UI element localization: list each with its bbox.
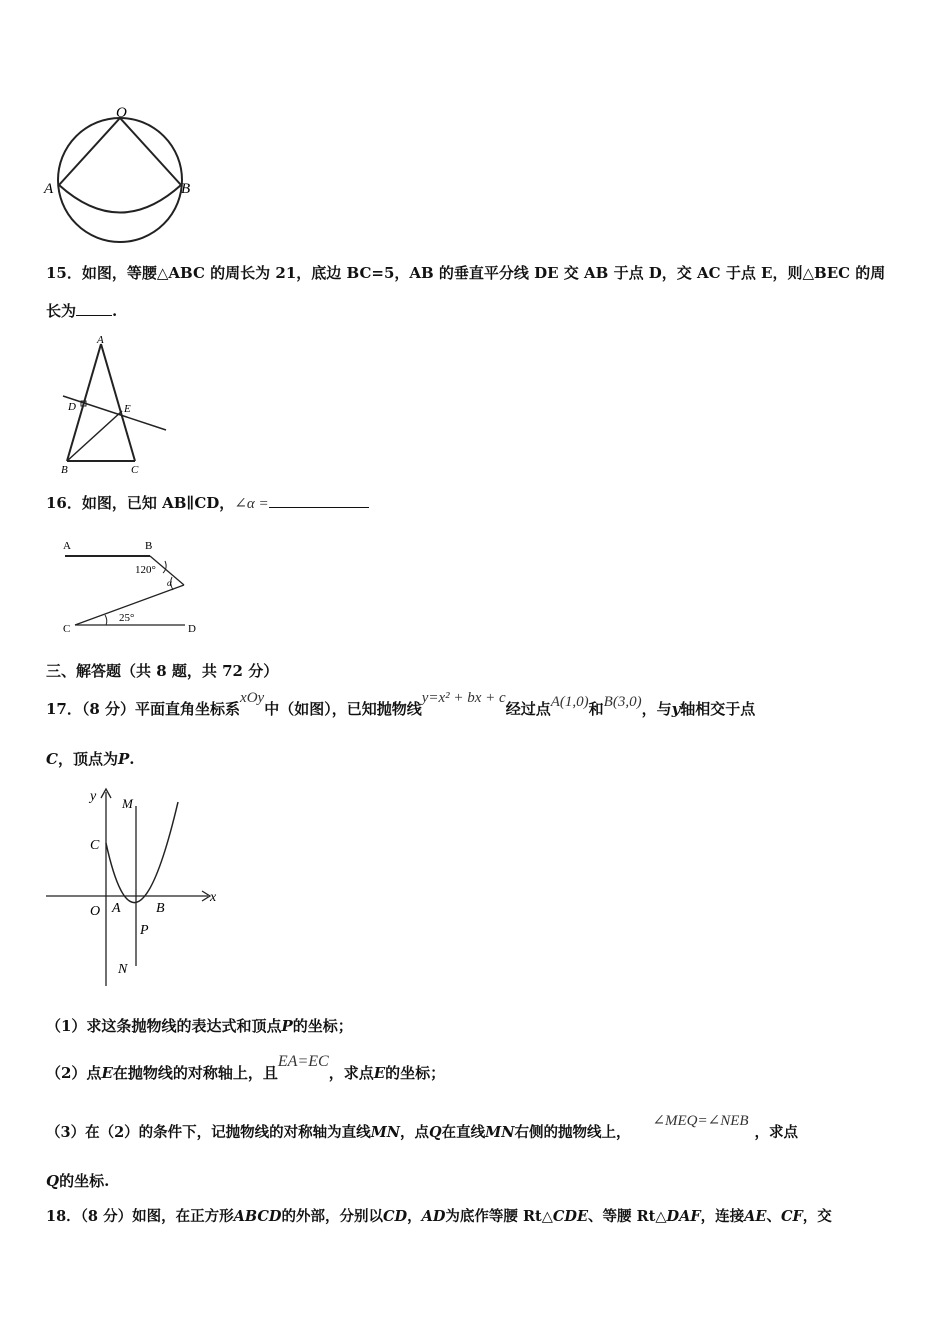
label-c: C — [90, 838, 100, 853]
q17p2-f: 的坐标； — [385, 1064, 446, 1082]
label-b: B — [145, 540, 153, 552]
question-17-part-3-line2 — [46, 1170, 109, 1191]
figure-parabola — [40, 780, 230, 995]
q17-t6: 轴相交于点 — [680, 700, 756, 718]
q17-p: P — [117, 750, 130, 768]
q17p2-d: ，求点 — [328, 1064, 374, 1082]
question-17-part-3 — [46, 1113, 799, 1142]
question-15-line2 — [46, 300, 117, 321]
label-b: B — [156, 901, 165, 916]
label-a: A — [44, 181, 54, 197]
q18-g: 为底作等腰 Rt△ — [445, 1208, 553, 1225]
q17p3-mn2: MN — [485, 1124, 515, 1141]
q17p3-q2: Q — [46, 1172, 60, 1190]
q18-cf: CF — [780, 1208, 803, 1225]
q17-t5: ，与 — [641, 700, 672, 718]
label-d: D — [188, 623, 196, 635]
q18-daf: DAF — [666, 1208, 701, 1225]
q18-abcd: ABCD — [233, 1208, 282, 1225]
q17p2-math: EA=EC — [277, 1053, 329, 1070]
parabola-curve — [106, 802, 178, 903]
label-c: C — [131, 464, 139, 475]
q17-t4: 和 — [588, 700, 604, 718]
q18-a: 18．（8 分）如图，在正方形 — [46, 1208, 234, 1225]
label-o: O — [116, 105, 127, 121]
q17p1-a: （1）求这条抛物线的表达式和顶点 — [46, 1017, 282, 1035]
q17p2-e2: E — [373, 1064, 386, 1082]
label-c: C — [63, 623, 71, 635]
q17p3-h: ，求点 — [754, 1124, 799, 1141]
segment-ob — [120, 118, 181, 185]
q17p3-math: ∠MEQ=∠NEB — [652, 1113, 749, 1129]
q17-math-parabola: y=x² + bx + c — [421, 690, 506, 706]
label-e: E — [124, 403, 131, 415]
q18-k: ，连接 — [700, 1208, 745, 1225]
q17-t2: 中（如图），已知抛物线 — [264, 700, 422, 718]
q15-text-pre: 长为 — [46, 302, 77, 320]
q18-ae: AE — [744, 1208, 767, 1225]
q17-t5b: y — [671, 700, 681, 718]
circle — [58, 118, 182, 242]
q16-angle: ∠α = — [234, 496, 269, 512]
q18-ad: AD — [421, 1208, 446, 1225]
label-o: O — [90, 904, 101, 919]
q17p1-p: P — [281, 1017, 293, 1035]
label-angle-25: 25° — [119, 612, 135, 624]
label-n: N — [118, 962, 128, 977]
q17p2-c: 在抛物线的对称轴上，且 — [112, 1064, 278, 1082]
q16-text: 16．如图，已知 AB∥CD， — [46, 494, 235, 512]
figure-triangle-abc — [55, 330, 175, 475]
q18-cde: CDE — [552, 1208, 589, 1225]
label-a: A — [63, 540, 71, 552]
q16-answer-blank[interactable] — [269, 493, 369, 508]
q15-text-post: . — [112, 302, 118, 320]
section-heading: 三、解答题（共 8 题，共 72 分） — [46, 662, 279, 680]
figure-parallel-lines — [55, 535, 215, 640]
q17-t3: 经过点 — [505, 700, 551, 718]
angle-arc-25 — [105, 615, 107, 625]
q18-i: 、等腰 Rt△ — [588, 1208, 667, 1225]
segment-oa — [59, 118, 120, 185]
q17p3-a: （3）在（2）的条件下，记抛物线的对称轴为直线 — [46, 1124, 371, 1141]
label-b: B — [181, 181, 191, 197]
label-a: A — [97, 334, 104, 346]
question-17-line2 — [46, 748, 134, 769]
q17-c: C — [46, 750, 58, 768]
q18-cd: CD — [382, 1208, 408, 1225]
label-d: D — [68, 401, 76, 413]
q17p2-e: E — [101, 1064, 113, 1082]
label-p: P — [140, 923, 149, 938]
q17p3-c: ，点 — [400, 1124, 429, 1141]
q17-math-xoy: xOy — [240, 690, 265, 706]
question-16 — [46, 492, 369, 513]
label-x: x — [210, 890, 217, 905]
label-a: A — [112, 901, 121, 916]
arc-ab — [59, 185, 181, 213]
q18-m: 、 — [766, 1208, 781, 1225]
q18-e: ， — [407, 1208, 422, 1225]
q15-answer-blank[interactable] — [76, 301, 112, 316]
q17p1-c: 的坐标； — [292, 1017, 353, 1035]
q17-t1: 17．（8 分）平面直角坐标系 — [46, 700, 241, 718]
label-angle-120: 120° — [135, 564, 156, 576]
q17p3-q: Q — [429, 1124, 442, 1141]
q17p3-e: 在直线 — [441, 1124, 486, 1141]
label-alpha: α — [167, 578, 172, 588]
q17p2-a: （2）点 — [46, 1064, 102, 1082]
q17p3-g: 右侧的抛物线上， — [514, 1124, 631, 1141]
q18-o: ，交 — [802, 1208, 832, 1225]
q17-period: . — [129, 750, 135, 768]
question-17-part-2 — [46, 1053, 446, 1083]
question-17-part-1 — [46, 1015, 353, 1036]
label-m: M — [122, 796, 133, 811]
figure-circle-oab — [40, 100, 200, 250]
q18-c: 的外部，分别以 — [281, 1208, 383, 1225]
q17-math-point-a: A(1,0) — [550, 694, 589, 710]
question-15-line1: 15．如图，等腰△ABC 的周长为 21，底边 BC=5，AB 的垂直平分线 DE 交 AB 于点 D，交 AC 于点 E，则△BEC 的周 — [46, 264, 886, 282]
label-y: y — [90, 789, 97, 804]
question-17-line1 — [46, 690, 756, 719]
label-b: B — [61, 464, 68, 475]
q17p3-mn: MN — [370, 1124, 400, 1141]
q17-vertex-text: ，顶点为 — [57, 750, 118, 768]
q17-math-point-b: B(3,0) — [603, 694, 642, 710]
q17p3-end: 的坐标. — [59, 1172, 110, 1190]
question-18 — [46, 1205, 832, 1226]
